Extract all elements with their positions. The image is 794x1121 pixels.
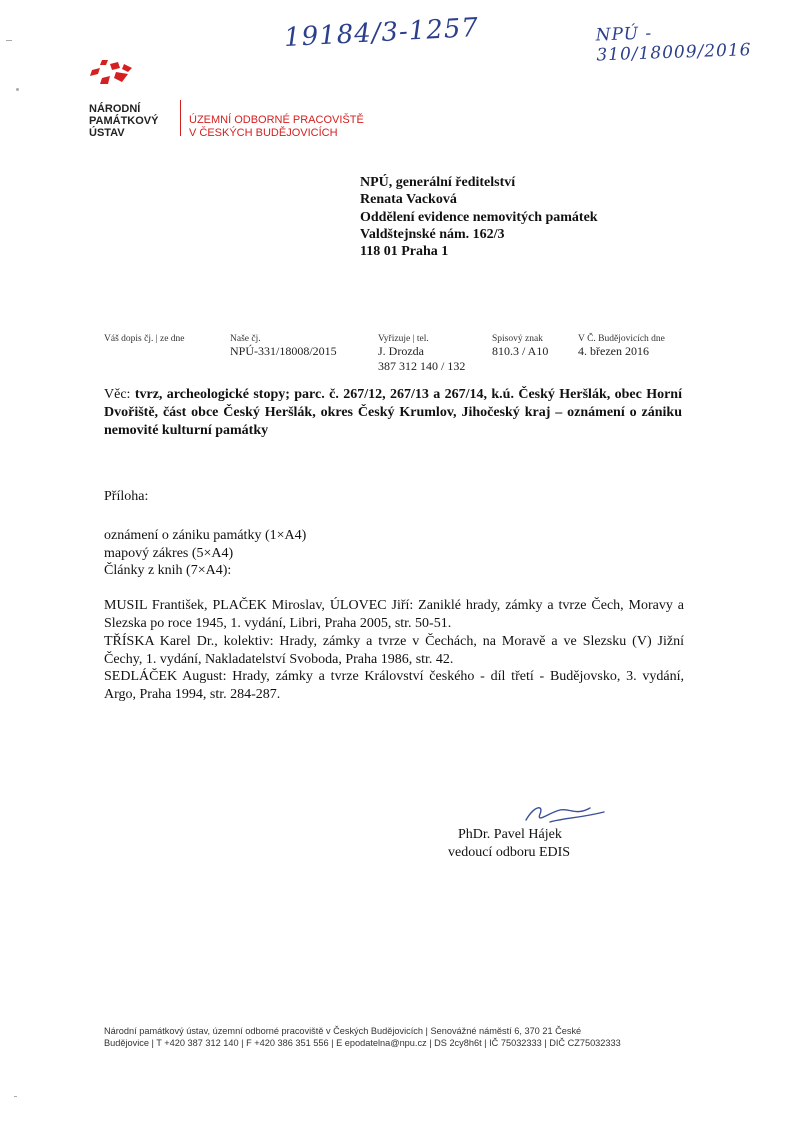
- handwritten-reference-number: NPÚ - 310/18009/2016: [595, 23, 752, 66]
- org-name-line: ÚSTAV: [89, 127, 125, 139]
- literature-reference-2: TŘÍSKA Karel Dr., kolektiv: Hrady, zámky a tvrze v Čechách, na Moravě a ve Slezsku (V) Jižní Čechy, 1. vydání, Nakladatelství Svoboda, Praha 1986, str. 42.: [104, 634, 684, 667]
- attachment-item: Články z knih (7×A4):: [104, 563, 232, 578]
- attachments-list: [104, 527, 306, 580]
- handled-by-name: J. Drozda: [378, 344, 424, 358]
- place-date-value: 4. březen 2016: [578, 344, 649, 358]
- office-name-line: V ČESKÝCH BUDĚJOVICÍCH: [189, 126, 338, 139]
- our-ref-block: [230, 334, 337, 359]
- file-code-label: Spisový znak: [492, 334, 543, 344]
- scan-speck: [14, 1096, 17, 1097]
- handled-by-phone: 387 312 140 / 132: [378, 359, 466, 373]
- file-code-value: 810.3 / A10: [492, 344, 549, 358]
- recipient-line: Valdštejnské nám. 162/3: [360, 226, 505, 242]
- subject-text: tvrz, archeologické stopy; parc. č. 267/12, 267/13 a 267/14, k.ú. Český Heršlák, obec Horní Dvořiště, část obce Český Heršlák, okres Český Krumlov, Jihočeský kraj – oznámení o zániku nemovité kulturní památky: [104, 387, 682, 438]
- handled-by-block: [378, 334, 465, 374]
- your-ref-label: Váš dopis čj. | ze dne: [104, 334, 185, 344]
- attachment-item: oznámení o zániku památky (1×A4): [104, 528, 307, 543]
- footer-contact: [104, 1025, 684, 1049]
- handwritten-registry-number: 19184/3-1257: [283, 12, 480, 54]
- org-name-line: NÁRODNÍ: [89, 103, 141, 115]
- our-ref-value: NPÚ-331/18008/2015: [230, 344, 337, 358]
- npu-logo-icon: [88, 58, 140, 98]
- subject-prefix: Věc:: [104, 387, 135, 402]
- recipient-line: Renata Vacková: [360, 192, 457, 208]
- file-code-block: [492, 334, 548, 359]
- recipient-address: [360, 174, 598, 260]
- office-name: [189, 114, 364, 139]
- recipient-line: NPÚ, generální ředitelství: [360, 175, 516, 190]
- attachments-heading: Příloha:: [104, 489, 149, 504]
- literature-reference-1: MUSIL František, PLAČEK Miroslav, ÚLOVEC Jiří: Zaniklé hrady, zámky a tvrze Čech, Moravy a Slezska po roce 1945, 1. vydání, Libri, Praha 2005, str. 50-51.: [104, 598, 684, 631]
- scan-speck: [6, 40, 12, 41]
- subject-paragraph: [104, 386, 682, 440]
- signatory-role: vedoucí odboru EDIS: [448, 845, 571, 860]
- signature-block: [448, 826, 571, 862]
- org-name-line: PAMÁTKOVÝ: [89, 115, 159, 127]
- our-ref-label: Naše čj.: [230, 334, 261, 344]
- footer-line: Budějovice | T +420 387 312 140 | F +420 386 351 556 | E epodatelna@npu.cz | DS 2cy8h6t | IČ 75032333 | DIČ CZ75032333: [104, 1038, 621, 1048]
- handled-by-label: Vyřizuje | tel.: [378, 334, 429, 344]
- literature-reference-3: SEDLÁČEK August: Hrady, zámky a tvrze Království českého - díl třetí - Budějovsko, 3. vydání, Argo, Praha 1994, str. 284-287.: [104, 669, 684, 702]
- place-date-block: [578, 334, 665, 359]
- office-name-line: ÚZEMNÍ ODBORNÉ PRACOVIŠTĚ: [189, 114, 364, 126]
- recipient-line: Oddělení evidence nemovitých památek: [360, 209, 598, 225]
- scan-speck: [16, 88, 19, 91]
- attachment-item: mapový zákres (5×A4): [104, 545, 234, 561]
- place-date-label: V Č. Budějovicích dne: [578, 334, 665, 344]
- logo-divider: [180, 100, 181, 136]
- recipient-line: 118 01 Praha 1: [360, 244, 449, 260]
- footer-line: Národní památkový ústav, územní odborné pracoviště v Českých Budějovicích | Senovážné náměstí 6, 370 21 České: [104, 1026, 582, 1036]
- signatory-name: PhDr. Pavel Hájek: [458, 827, 562, 842]
- organization-name: [89, 103, 158, 139]
